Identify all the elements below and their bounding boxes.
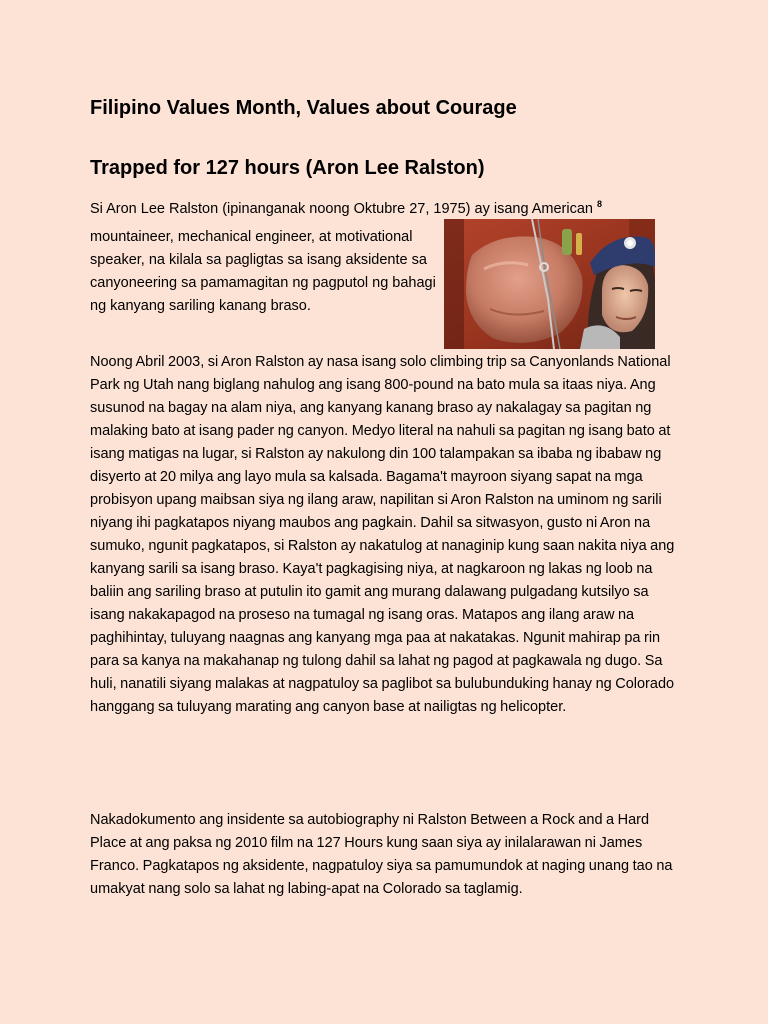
intro-text: Si Aron Lee Ralston (ipinanganak noong Oktubre 27, 1975) ay isang American	[90, 201, 593, 217]
page-title: Filipino Values Month, Values about Courage	[90, 97, 517, 119]
footnote-marker: 8	[597, 199, 603, 209]
article-title: Trapped for 127 hours (Aron Lee Ralston)	[90, 157, 485, 179]
aftermath-paragraph: Nakadokumento ang insidente sa autobiography ni Ralston Between a Rock and a Hard Place at ang paksa ng 2010 film na 127 Hours kung saan siya ay inilalarawan ni James Franco. Pagkatapos ng aksidente, nagpatuloy siya sa pamumundok at naging unang tao na umakyat nang solo sa lahat ng labing-apat na Colorado sa taglamig.	[90, 812, 673, 897]
intro-line	[90, 193, 602, 221]
story-paragraph: Noong Abril 2003, si Aron Ralston ay nasa isang solo climbing trip sa Canyonlands National Park ng Utah nang biglang nahulog ang isang 800-pound na bato mula sa itaas niya. Ang susunod na bagay na alam niya, ang kanyang kanang braso ay nakalagay sa pagitan ng malaking bato at isang pader ng canyon. Medyo literal na nahuli sa pagitan ng isang bato at isang matigas na lugar, si Ralston ay nakulong din 100 talampakan sa ibaba ng ibabaw ng disyerto at 20 milya ang layo mula sa kalsada. Bagama't mayroon siyang sapat na mga probisyon upang maibsan siya ng ilang araw, napilitan si Aron Ralston na uminom ng sarili niyang ihi pagkatapos niyang maubos ang pagkain. Dahil sa sitwasyon, gusto ni Aron na sumuko, ngunit pagkatapos, si Ralston ay nakatulog at nanaginip kung saan nakita niya ang kanyang sarili sa isang braso. Kaya't pagkagising niya, at nagkaroon ng lakas ng loob na baliin ang sariling braso at putulin ito gamit ang murang dalawang pulgadang kutsilyo sa isang nakakapagod na proseso na tumagal ng isang oras. Matapos ang ilang araw na paghihintay, tuluyang naagnas ang kanyang mga paa at nakatakas. Ngunit mahirap pa rin para sa kanya na makahanap ng tulong dahil sa lahat ng pagod at pagkawala ng dugo. Sa huli, nanatili siyang malakas at nagpatuloy sa paglibot sa bulubunduking hanay ng Colorado hanggang sa tuluyang marating ang canyon base at nailigtas ng helicopter.	[90, 354, 675, 715]
intro-continued: mountaineer, mechanical engineer, at motivational speaker, na kilala sa pagligtas sa isang aksidente sa canyoneering sa pamamagitan ng pagputol ng bahagi ng kanyang sariling kanang braso.	[90, 229, 436, 314]
climber-photo	[444, 219, 655, 349]
